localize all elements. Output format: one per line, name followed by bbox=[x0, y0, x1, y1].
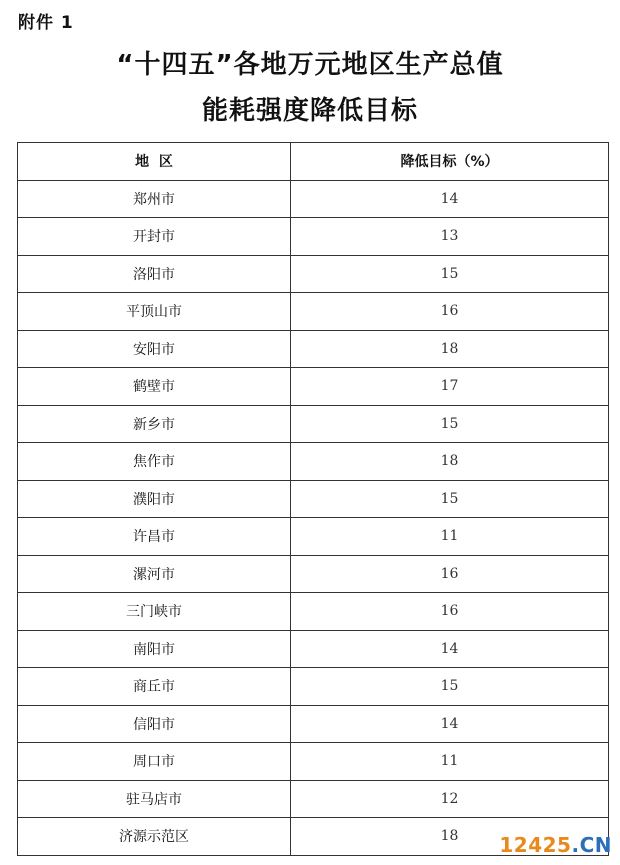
table-row bbox=[18, 218, 609, 256]
target-cell: 17 bbox=[291, 368, 609, 406]
document-title-line-2: 能耗强度降低目标 bbox=[201, 96, 418, 126]
target-cell: 14 bbox=[291, 180, 609, 218]
target-cell: 15 bbox=[291, 405, 609, 443]
region-cell: 洛阳市 bbox=[18, 255, 291, 293]
table-row bbox=[18, 255, 609, 293]
region-column-header: 地 区 bbox=[18, 143, 291, 181]
table-row bbox=[18, 593, 609, 631]
watermark-suffix: CN bbox=[579, 833, 612, 857]
target-cell: 15 bbox=[291, 255, 609, 293]
watermark-number: 12425 bbox=[499, 833, 572, 857]
region-cell: 鹤壁市 bbox=[18, 368, 291, 406]
table-row bbox=[18, 555, 609, 593]
watermark-dot: . bbox=[571, 833, 580, 857]
region-cell: 濮阳市 bbox=[18, 480, 291, 518]
region-cell: 南阳市 bbox=[18, 630, 291, 668]
target-cell: 15 bbox=[291, 668, 609, 706]
table-row bbox=[18, 405, 609, 443]
table-row bbox=[18, 368, 609, 406]
target-cell: 16 bbox=[291, 555, 609, 593]
attachment-label: 附件 1 bbox=[18, 13, 74, 33]
region-cell: 开封市 bbox=[18, 218, 291, 256]
table-row bbox=[18, 180, 609, 218]
target-cell: 14 bbox=[291, 705, 609, 743]
table-row bbox=[18, 668, 609, 706]
document-title-line-1: “十四五”各地万元地区生产总值 bbox=[116, 50, 504, 80]
table-row bbox=[18, 780, 609, 818]
table-row bbox=[18, 330, 609, 368]
region-cell: 商丘市 bbox=[18, 668, 291, 706]
region-cell: 新乡市 bbox=[18, 405, 291, 443]
target-cell: 15 bbox=[291, 480, 609, 518]
table-row bbox=[18, 705, 609, 743]
region-cell: 漯河市 bbox=[18, 555, 291, 593]
table-row bbox=[18, 443, 609, 481]
region-cell: 郑州市 bbox=[18, 180, 291, 218]
table-header-row bbox=[18, 143, 609, 181]
target-cell: 13 bbox=[291, 218, 609, 256]
target-cell: 16 bbox=[291, 593, 609, 631]
table-row bbox=[18, 630, 609, 668]
energy-intensity-target-table bbox=[17, 142, 609, 856]
region-cell: 许昌市 bbox=[18, 518, 291, 556]
region-cell: 周口市 bbox=[18, 743, 291, 781]
target-cell: 18 bbox=[291, 818, 609, 856]
region-cell: 平顶山市 bbox=[18, 293, 291, 331]
region-cell: 济源示范区 bbox=[18, 818, 291, 856]
target-cell: 18 bbox=[291, 330, 609, 368]
region-cell: 安阳市 bbox=[18, 330, 291, 368]
table-row bbox=[18, 518, 609, 556]
region-cell: 焦作市 bbox=[18, 443, 291, 481]
target-cell: 16 bbox=[291, 293, 609, 331]
table-row bbox=[18, 480, 609, 518]
region-cell: 三门峡市 bbox=[18, 593, 291, 631]
table-row bbox=[18, 743, 609, 781]
target-cell: 11 bbox=[291, 743, 609, 781]
target-cell: 12 bbox=[291, 780, 609, 818]
target-cell: 14 bbox=[291, 630, 609, 668]
region-cell: 信阳市 bbox=[18, 705, 291, 743]
site-watermark bbox=[499, 833, 612, 857]
target-cell: 11 bbox=[291, 518, 609, 556]
region-cell: 驻马店市 bbox=[18, 780, 291, 818]
target-cell: 18 bbox=[291, 443, 609, 481]
target-column-header: 降低目标（%） bbox=[291, 143, 609, 181]
table-row bbox=[18, 293, 609, 331]
